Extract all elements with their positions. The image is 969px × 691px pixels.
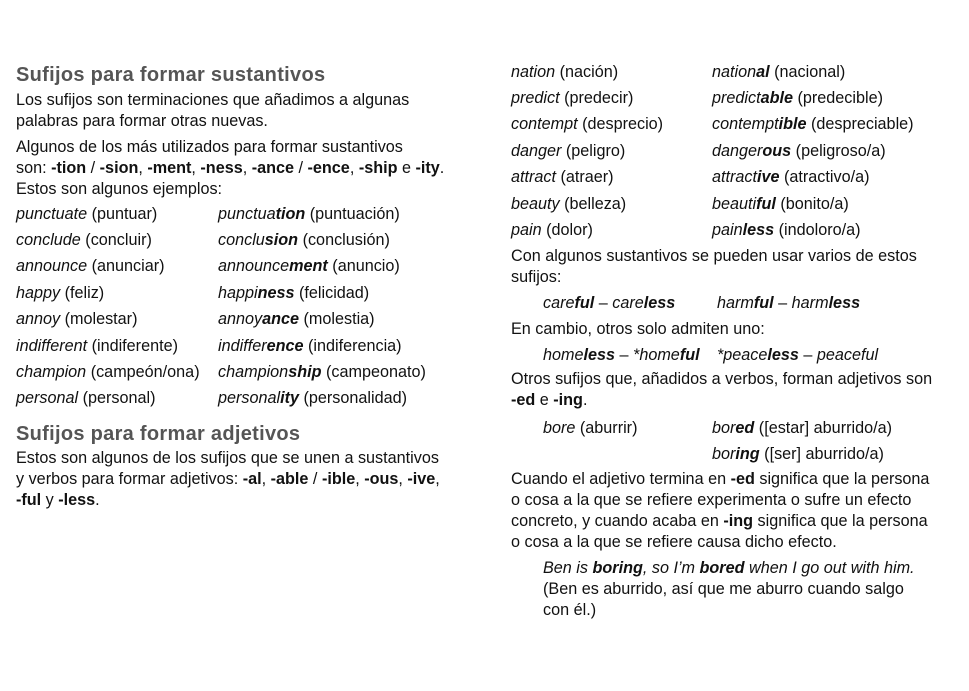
- word-stem: *home: [633, 345, 680, 364]
- base-translation: (nación): [555, 62, 619, 81]
- base-word: attract: [511, 168, 556, 187]
- base-word: conclude: [16, 231, 81, 250]
- base-translation: (concluir): [80, 231, 152, 250]
- verbs-line-1: Otros sufijos que, añadidos a verbos, forman adjetivos son: [511, 369, 933, 388]
- suffix-less: -less: [58, 491, 96, 510]
- derived-translation: (indiferencia): [303, 336, 402, 355]
- base-word: champion: [16, 363, 87, 382]
- base-translation: (desprecio): [577, 115, 664, 134]
- explanation-paragraph: [511, 469, 951, 553]
- base-translation: (aburrir): [575, 419, 638, 438]
- derived-translation: ([estar] aburrido/a): [754, 419, 892, 438]
- derived-stem: indiffer: [218, 336, 267, 355]
- adj-example-row: [511, 165, 951, 191]
- dash: –: [615, 345, 634, 364]
- derived-suffix: ive: [756, 168, 780, 187]
- derived-translation: (atractivo/a): [779, 168, 870, 187]
- explain-text: significa que la persona: [753, 511, 928, 530]
- derived-translation: (anuncio): [327, 257, 400, 276]
- boring-row: [543, 442, 951, 468]
- suffix-less: less: [583, 345, 616, 364]
- adj-example-row: [511, 112, 951, 138]
- suffix-ity: -ity: [415, 159, 440, 177]
- separator: ,: [261, 470, 271, 489]
- period: .: [582, 390, 588, 409]
- separator: e: [397, 159, 416, 177]
- common-suffixes-paragraph: [16, 137, 466, 200]
- base-word: happy: [16, 283, 61, 302]
- explain-text: Cuando el adjetivo termina en: [511, 469, 731, 488]
- dash: –: [798, 345, 817, 364]
- base-translation: (predecir): [559, 89, 634, 108]
- derived-stem: annoy: [218, 310, 263, 329]
- separator: ,: [355, 470, 365, 489]
- derived-suffix: ness: [257, 283, 295, 302]
- derived-suffix: ance: [262, 310, 300, 329]
- separator: /: [308, 470, 322, 489]
- adj-example-row: [511, 85, 951, 111]
- derived-stem: happi: [218, 283, 258, 302]
- noun-example-row: [16, 254, 466, 280]
- derived-suffix: ible: [778, 115, 807, 134]
- left-column: [16, 0, 466, 511]
- derived-suffix: ous: [762, 141, 792, 160]
- word-stem: harm: [717, 293, 754, 312]
- suffix-ful: ful: [679, 345, 700, 364]
- base-translation: (atraer): [555, 168, 614, 187]
- separator: ,: [435, 470, 440, 489]
- adj-example-row: [511, 217, 951, 243]
- derived-suffix: ful: [756, 194, 776, 213]
- noun-example-row: [16, 386, 466, 412]
- base-translation: (puntuar): [87, 204, 158, 223]
- word-stem: harm: [791, 293, 829, 312]
- derived-stem: announce: [218, 257, 290, 276]
- suffix-less: less: [643, 293, 676, 312]
- explain-text: o cosa a la que se refiere experimenta o sufre un efecto: [511, 490, 912, 509]
- several-suffixes-example: [511, 293, 951, 314]
- derived-stem: champion: [218, 363, 289, 382]
- suffix-ing: -ing: [723, 511, 754, 530]
- suffix-able: -able: [270, 470, 309, 489]
- suffix-ment: -ment: [147, 159, 192, 177]
- base-translation: (feliz): [60, 283, 105, 302]
- common-line-2-prefix: son:: [16, 159, 52, 177]
- dash: –: [594, 293, 613, 312]
- derived-translation: (peligroso/a): [791, 141, 886, 160]
- word-stem: home: [543, 345, 584, 364]
- derived-stem: beauti: [712, 194, 757, 213]
- base-word: announce: [16, 257, 88, 276]
- derived-suffix: ence: [266, 336, 304, 355]
- base-translation: (campeón/ona): [86, 363, 200, 382]
- harmful-harmless-pair: [717, 293, 860, 314]
- right-column: [511, 0, 951, 621]
- peaceful-pair: [717, 345, 878, 366]
- word-stem: care: [543, 293, 575, 312]
- bore-examples: [511, 416, 951, 468]
- separator: ,: [242, 159, 252, 177]
- adj-example-row: [511, 138, 951, 164]
- separator: e: [535, 390, 554, 409]
- intro-line-1: Los sufijos son terminaciones que añadimos a algunas: [16, 91, 410, 109]
- base-translation: (indiferente): [87, 336, 178, 355]
- separator: /: [86, 159, 100, 177]
- examples-intro: Estos son algunos ejemplos:: [16, 180, 223, 198]
- suffix-al: -al: [242, 470, 262, 489]
- derived-stem: pain: [712, 221, 743, 240]
- example-text: when I go out with him.: [744, 558, 915, 577]
- word-stem: *peace: [717, 345, 768, 364]
- suffix-ing: -ing: [553, 390, 583, 409]
- adjective-examples-list: [511, 59, 951, 244]
- example-text: Ben is: [543, 558, 593, 577]
- verb-suffixes-paragraph: [511, 369, 951, 411]
- common-line-1: Algunos de los más utilizados para formar sustantivos: [16, 138, 403, 156]
- derived-stem: nation: [712, 62, 757, 81]
- noun-examples-list: [16, 201, 466, 412]
- derived-suffix: tion: [275, 204, 306, 223]
- base-translation: (personal): [78, 389, 156, 408]
- derived-stem: personal: [218, 389, 281, 408]
- base-translation: (molestar): [60, 310, 138, 329]
- base-word: predict: [511, 89, 560, 108]
- noun-example-row: [16, 201, 466, 227]
- derived-translation: (campeonato): [321, 363, 426, 382]
- adj-line-2-prefix: y verbos para formar adjetivos:: [16, 470, 243, 489]
- noun-example-row: [16, 333, 466, 359]
- dash: –: [773, 293, 792, 312]
- suffix-ous: -ous: [364, 470, 399, 489]
- word-stem: care: [612, 293, 644, 312]
- derived-stem: punctua: [218, 204, 276, 223]
- derived-translation: (despreciable): [806, 115, 914, 134]
- suffix-tion: -tion: [51, 159, 87, 177]
- derived-stem: bor: [712, 419, 736, 438]
- ben-example: [511, 558, 951, 621]
- base-word: personal: [16, 389, 79, 408]
- only-one-example: [511, 345, 951, 366]
- base-word: pain: [511, 221, 542, 240]
- suffix-ence: -ence: [307, 159, 350, 177]
- adj-example-row: [511, 59, 951, 85]
- heading-noun-suffixes: Sufijos para formar sustantivos: [16, 64, 326, 86]
- derived-stem: conclu: [218, 231, 265, 250]
- separator: ,: [138, 159, 148, 177]
- noun-example-row: [16, 359, 466, 385]
- derived-translation: (predecible): [793, 89, 883, 108]
- derived-translation: (indoloro/a): [774, 221, 861, 240]
- suffix-ful: ful: [574, 293, 595, 312]
- period: .: [439, 159, 445, 177]
- base-word: beauty: [511, 194, 560, 213]
- suffix-ible: -ible: [321, 470, 356, 489]
- heading-adjective-suffixes: Sufijos para formar adjetivos: [16, 423, 301, 446]
- suffix-ful-plain: ful: [861, 345, 879, 364]
- suffix-ed: -ed: [730, 469, 755, 488]
- derived-suffix: al: [756, 62, 770, 81]
- suffix-ed: -ed: [511, 390, 536, 409]
- suffix-ed: ed: [735, 419, 755, 438]
- base-word: bore: [543, 419, 576, 438]
- derived-translation: (puntuación): [305, 204, 400, 223]
- derived-stem: bor: [712, 445, 736, 464]
- base-translation: (dolor): [541, 221, 593, 240]
- several-suffixes-paragraph: [511, 246, 951, 288]
- derived-translation: (bonito/a): [775, 194, 849, 213]
- derived-stem: contempt: [712, 115, 779, 134]
- only-one-line: En cambio, otros solo admiten uno:: [511, 319, 765, 338]
- suffix-ship: -ship: [358, 159, 398, 177]
- careful-careless-pair: [543, 293, 717, 314]
- adj-line-1: Estos son algunos de los sufijos que se unen a sustantivos: [16, 449, 439, 468]
- noun-example-row: [16, 280, 466, 306]
- base-word: punctuate: [16, 204, 88, 223]
- suffix-sion: -sion: [99, 159, 139, 177]
- base-word: contempt: [511, 115, 578, 134]
- separator: ,: [349, 159, 359, 177]
- separator: ,: [191, 159, 201, 177]
- separator: /: [294, 159, 308, 177]
- separator: y: [41, 491, 59, 510]
- derived-translation: (molestia): [299, 310, 375, 329]
- example-translation: (Ben es aburrido, así que me aburro cuando salgo: [543, 579, 904, 598]
- adj-example-row: [511, 191, 951, 217]
- derived-translation: ([ser] aburrido/a): [759, 445, 884, 464]
- explain-text: concreto, y cuando acaba en: [511, 511, 724, 530]
- several-line-2: sufijos:: [511, 267, 562, 286]
- base-translation: (peligro): [561, 141, 626, 160]
- separator: ,: [398, 470, 408, 489]
- derived-stem: predict: [712, 89, 761, 108]
- suffix-ance: -ance: [251, 159, 295, 177]
- noun-example-row: [16, 227, 466, 253]
- noun-example-row: [16, 307, 466, 333]
- derived-suffix: able: [760, 89, 793, 108]
- derived-suffix: ment: [289, 257, 328, 276]
- base-word: danger: [511, 141, 562, 160]
- base-translation: (belleza): [559, 194, 627, 213]
- suffix-ful: ful: [753, 293, 774, 312]
- suffix-ing: ing: [735, 445, 760, 464]
- derived-suffix: ity: [280, 389, 300, 408]
- derived-translation: (nacional): [769, 62, 846, 81]
- base-word: nation: [511, 62, 556, 81]
- bored-row: [543, 416, 951, 442]
- suffix-ive: -ive: [407, 470, 436, 489]
- suffix-less: less: [828, 293, 861, 312]
- adjective-suffixes-paragraph: [16, 448, 466, 511]
- base-translation: (anunciar): [87, 257, 165, 276]
- derived-translation: (personalidad): [299, 389, 407, 408]
- example-boring: boring: [592, 558, 643, 577]
- period: .: [95, 491, 100, 510]
- word-stem: peace: [816, 345, 862, 364]
- base-word: indifferent: [16, 336, 88, 355]
- base-word: annoy: [16, 310, 61, 329]
- intro-line-2: palabras para formar otras nuevas.: [16, 112, 268, 130]
- suffix-less: less: [767, 345, 799, 364]
- several-line-1: Con algunos sustantivos se pueden usar varios de estos: [511, 246, 917, 265]
- explain-text: significa que la persona: [754, 469, 930, 488]
- suffix-ness: -ness: [200, 159, 243, 177]
- derived-translation: (conclusión): [298, 231, 390, 250]
- example-bored: bored: [699, 558, 745, 577]
- suffix-ful: -ful: [16, 491, 42, 510]
- intro-paragraph: [16, 90, 466, 132]
- derived-translation: (felicidad): [294, 283, 370, 302]
- derived-suffix: less: [742, 221, 775, 240]
- homeless-pair: [543, 345, 717, 366]
- explain-text: o cosa a la que se refiere causa dicho efecto.: [511, 532, 837, 551]
- derived-stem: danger: [712, 141, 763, 160]
- derived-suffix: sion: [264, 231, 299, 250]
- derived-stem: attract: [712, 168, 757, 187]
- example-text: , so I’m: [642, 558, 700, 577]
- example-translation: con él.): [543, 600, 597, 619]
- derived-suffix: ship: [288, 363, 322, 382]
